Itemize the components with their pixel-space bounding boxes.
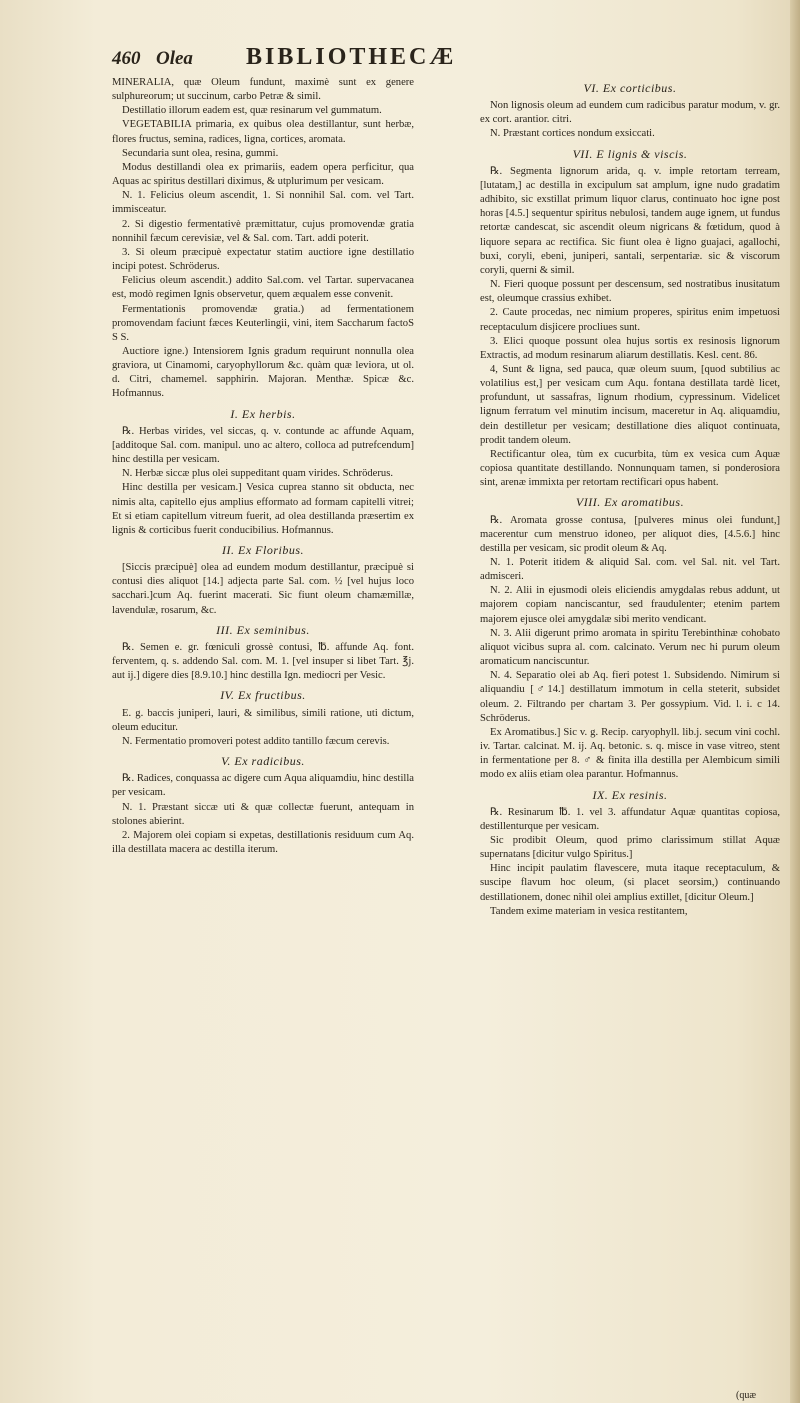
paragraph: Auctiore igne.) Intensiorem Ignis gradum requirunt nonnulla olea graviora, ut Cinamomi, caryophyllorum &c. quàm quæ leviora, ut ol. d. Citri, chamemel. sapphirin. Majoran. Menthæ. Spicæ &c. Hofmannus. xyxy=(112,345,414,400)
page-title: BIBLIOTHECÆ xyxy=(246,44,457,70)
paragraph: N. 1. Felicius oleum ascendit, 1. Si nonnihil Sal. com. vel Tart. immisceatur. xyxy=(112,190,414,216)
paragraph: Sic prodibit Oleum, quod primo clarissimum stillat Aquæ supernatans [dicitur vulgo Spiritus.] xyxy=(480,834,780,861)
paragraph: ℞. Semen e. gr. fœniculi grossè contusi, ℔. affunde Aq. font. ferventem, q. s. addendo Sal. com. M. 1. [vel insuper si libet Tart. ℥j. aut ij.] digere dies [8.9.10.] hinc destilla Ign. mediocri per Vesic. xyxy=(112,641,414,682)
paragraph: Fermentationis promovendæ gratia.) ad fermentationem promovendam faciunt fæces Keuterlingii, vini, item Saccharum factoS S S. xyxy=(112,303,414,343)
section-heading: III. Ex seminibus. xyxy=(216,622,310,637)
section-heading: VII. E lignis & viscis. xyxy=(572,146,688,161)
paragraph: Felicius oleum ascendit.) addito Sal.com. vel Tartar. supervacanea est, modò regimen Ignis observetur, quem æqualem esse convenit. xyxy=(112,275,414,301)
page-edge xyxy=(790,0,800,1403)
running-head: Olea xyxy=(156,48,193,69)
paragraph: Modus destillandi olea ex primariis, eadem opera perficitur, qua Aquas ac spiritus destillari diximus, & utplurimum per vesicam. xyxy=(112,161,414,188)
paragraph: N. 2. Alii in ejusmodi oleis eliciendis amygdalas rebus addunt, ut majorem copiam nanciscantur, sed fraudulenter; etenim partem majorem ejusce olei amygdalæ sibi merito vendicant. xyxy=(480,585,780,625)
paragraph: 4, Sunt & ligna, sed pauca, quæ oleum suum, [quod subtilius ac volatilius est,] per vesicam cum Aqu. fontana destillata tardè licet, profundunt, ut sassafras, lignum rhodium, cypressinum. Videlicet lignum ferratum vel minutim incisum, maceretur in Aq. aliquamdiu, dein destilletur per vesicam; destillatione dies aliquot continuata, prodit tandem oleum. xyxy=(480,363,780,446)
page-number: 460 xyxy=(112,48,141,69)
section-heading: V. Ex radicibus. xyxy=(221,754,305,769)
paragraph: ℞. Resinarum ℔. 1. vel 3. affundatur Aquæ quantitas copiosa, destillenturque per vesicam. xyxy=(480,806,780,832)
paragraph: Ex Aromatibus.] Sic v. g. Recip. caryophyll. lib.j. secum vini cochl. iv. Tartar. calcinat. M. ij. Aq. betonic. s. q. misce in vase vitreo, stent in fermentatione per 8. ♂ & finita illa destilla per Alembicum simili modo ex aliis etiam olea parantur. Hofmannus. xyxy=(480,726,780,781)
section-heading: I. Ex herbis. xyxy=(230,406,296,421)
paragraph: ℞. Segmenta lignorum arida, q. v. imple retortam terream, [lutatam,] ac destilla in excipulum sat amplum, igne nudo gradatim adhibito, sic exstillat primum liquor clarus, continuato hoc igne post horas [4.5.] sequentur spiritus nebulosi, tandem auge ignem, ut fundus retortæ candescat, sic ascendit oleum nigricans & fœtidum, quod à liquore separa ac rectifica. Sic fiunt olea è ligno guajaci, agallochi, buxi, coryli, ebeni, juniperi, santali, serpentariæ. sic & viscorum coryli, querni & simil. xyxy=(480,165,780,276)
paragraph: ℞. Herbas virides, vel siccas, q. v. contunde ac affunde Aquam, [additoque Sal. com. manipul. uno ac altero, colloca ad putrefcendum] hinc destilla per vesicam. xyxy=(112,425,414,466)
section-heading: II. Ex Floribus. xyxy=(222,543,304,557)
paragraph: 3. Elici quoque possunt olea hujus sortis ex resinosis lignorum Extractis, ad modum resinarum aliarum destillatis. Kesl. cent. 86. xyxy=(480,335,780,361)
paragraph: E. g. baccis juniperi, lauri, & similibus, simili ratione, uti dictum, oleum educitur. xyxy=(112,707,414,733)
paragraph: 3. Si oleum præcipuè expectatur statim auctiore igne destillatio incipi potest. Schröderus. xyxy=(112,246,414,273)
paragraph: 2. Caute procedas, nec nimium properes, spiritus enim impetuosi receptaculum disjicere procliues sunt. xyxy=(480,307,780,333)
paragraph: 2. Majorem olei copiam si expetas, destillationis residuum cum Aq. illa destillata macera ac destilla iterum. xyxy=(112,829,414,855)
paragraph: [Siccis præcipuè] olea ad eundem modum destillantur, præcipuè si contusi dies aliquot [14.] adjecta parte Sal. com. ½ [vel hujus loco sacchari.]cum Aq. fuerint macerati. Sic fiunt oleum chamæmillæ, lavendulæ, rosarum, &c. xyxy=(112,562,414,616)
paragraph: Hinc destilla per vesicam.] Vesica cuprea stanno sit obducta, nec nimis alta, capitello ejus amplius efformato ad formam capitelli vitrei; Et si etiam capitellum vitreum fuerit, ad olea destillanda præsertim ex lignis & corticibus fuerit conducibilius. Hofmannus. xyxy=(112,482,414,536)
paragraph: Non lignosis oleum ad eundem cum radicibus paratur modum, v. gr. ex cort. arantior. citri. xyxy=(480,100,780,126)
paragraph: 2. Si digestio fermentativè præmittatur, cujus promovendæ gratia nonnihil fæcum cerevisiæ, vel & Sal. com. Tart. addi poterit. xyxy=(112,218,414,244)
paragraph: MINERALIA, quæ Oleum fundunt, maximè sunt ex genere sulphureorum; ut succinum, carbo Petræ & simil. xyxy=(112,77,414,103)
paragraph: N. 1. Præstant siccæ uti & quæ collectæ fuerunt, antequam in stolones abierint. xyxy=(112,801,414,827)
paragraph: N. Herbæ siccæ plus olei suppeditant quam virides. Schröderus. xyxy=(122,468,393,480)
paragraph: N. Fieri quoque possunt per descensum, sed nostratibus inusitatum est, oleumque crassius exhibet. xyxy=(480,279,780,305)
paragraph: N. 1. Poterit itidem & aliquid Sal. com. vel Sal. nit. vel Tart. admisceri. xyxy=(480,557,780,583)
paragraph: Rectificantur olea, tùm ex cucurbita, tùm ex vesica cum Aquæ copiosa quantitate destillando. Nonnunquam tamen, si ponderosiora sint, arenæ immixta per retortam rectificari opus habent. xyxy=(480,448,780,489)
catchword: (quæ xyxy=(736,1390,756,1401)
paragraph: ℞. Aromata grosse contusa, [pulveres minus olei fundunt,] macerentur cum menstruo idoneo, per aliquot dies, [4.5.6.] hinc destilla per vesicam, sic prodit oleum & Aq. xyxy=(480,514,780,554)
section-heading: IX. Ex resinis. xyxy=(592,787,668,802)
paragraph: N. Fermentatio promoveri potest addito tantillo fæcum cerevis. xyxy=(122,735,390,747)
paragraph: Hinc incipit paulatim flavescere, muta itaque receptaculum, & suscipe flavum hoc oleum, (si placet seorsim,) continuando destillationem, donec nihil olei amplius extillet, [dicitur Oleum.] xyxy=(480,863,780,903)
paragraph: N. Præstant cortices nondum exsiccati. xyxy=(490,128,655,140)
paragraph: N. 4. Separatio olei ab Aq. fieri potest 1. Subsidendo. Nimirum si aliquandiu [♂14.] destillatum immotum in cella steterit, subsidet oleum. 2. Filtrando per chartam 3. Per gossypium. Vid. l. i. c 14. Schröderus. xyxy=(480,670,780,724)
section-heading: IV. Ex fructibus. xyxy=(220,688,306,703)
paragraph: Destillatio illorum eadem est, quæ resinarum vel gummatum. xyxy=(122,105,382,117)
paragraph: VEGETABILIA primaria, ex quibus olea destillantur, sunt herbæ, flores fructus, semina, radices, ligna, cortices, aromata. xyxy=(112,119,414,145)
page-header xyxy=(112,44,752,78)
paragraph: ℞. Radices, conquassa ac digere cum Aqua aliquamdiu, hinc destilla per vesicam. xyxy=(112,773,414,799)
section-heading: VIII. Ex aromatibus. xyxy=(575,495,685,510)
section-heading: VI. Ex corticibus. xyxy=(583,81,677,95)
left-column xyxy=(112,76,414,857)
right-column xyxy=(480,76,780,919)
paragraph: Secundaria sunt olea, resina, gummi. xyxy=(122,147,279,159)
paragraph: N. 3. Alii digerunt primo aromata in spiritu Terebinthinæ cohobato aliquot vicibus supra al. com. calcinato. Verum nec hi purum oleum aromaticum nanciscuntur. xyxy=(480,627,780,668)
paragraph: Tandem exime materiam in vesica restitantem, xyxy=(490,905,688,917)
